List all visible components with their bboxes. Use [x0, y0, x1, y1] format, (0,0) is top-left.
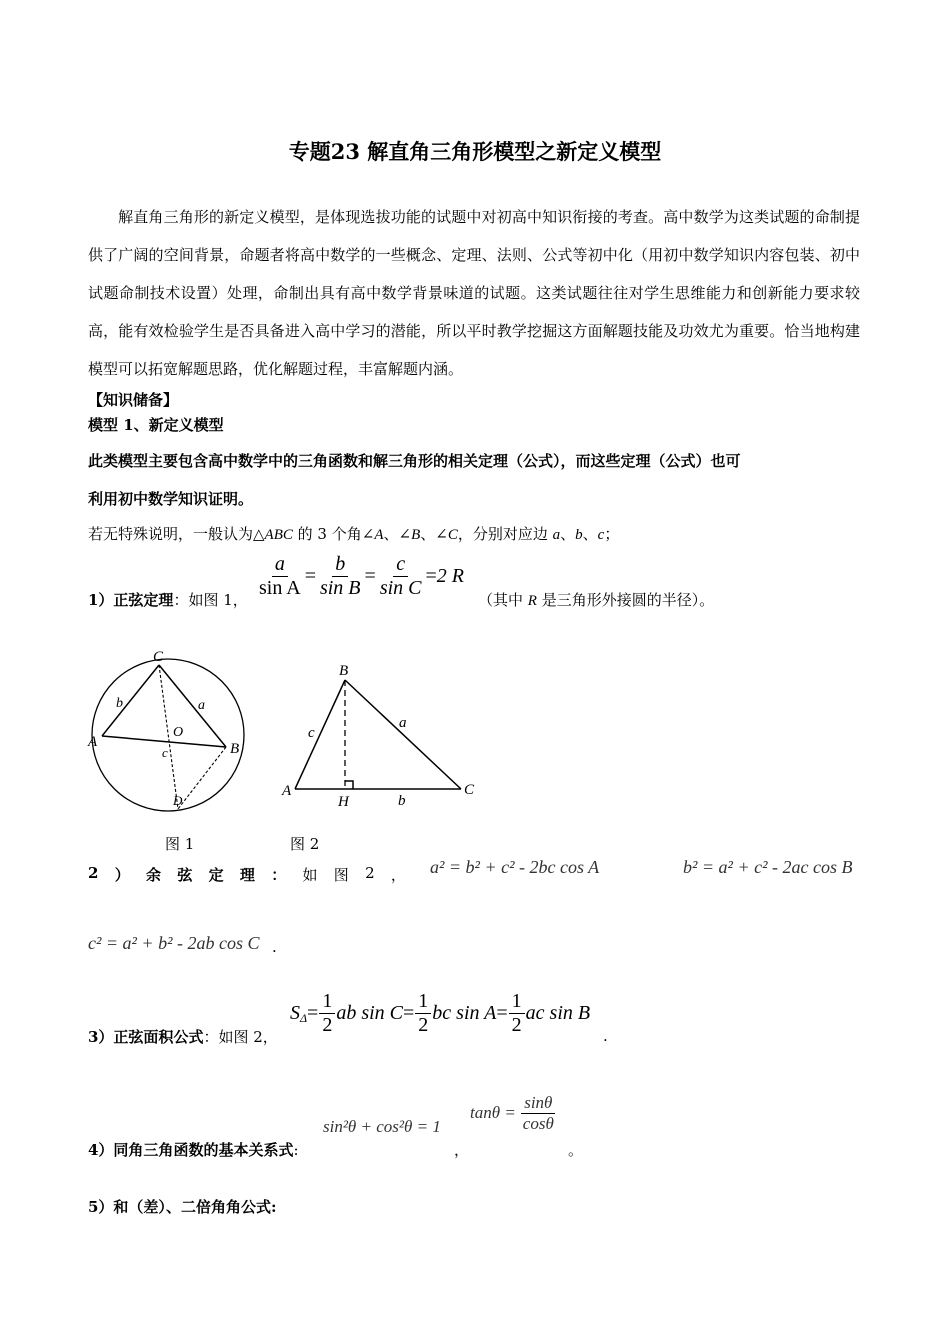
side-b: b	[575, 527, 583, 543]
assumption-line	[88, 523, 619, 544]
item3-period: .	[603, 1027, 608, 1045]
item3-label: 3）正弦面积公式	[88, 1028, 204, 1046]
label-b: B	[339, 663, 349, 679]
figure-2-caption: 图 2	[290, 835, 320, 853]
tan-theta: tanθ =	[470, 1103, 516, 1123]
num-sin: sinθ	[521, 1093, 555, 1114]
den-sinA	[256, 577, 304, 600]
label-side-c: c	[162, 745, 168, 760]
label-char: 2	[88, 864, 99, 882]
num-1: 1	[509, 990, 525, 1014]
cosine-formula-a: a² = b² + c² - 2bc cos A	[430, 857, 600, 877]
side-c: c	[597, 527, 605, 543]
intro-paragraph	[88, 198, 860, 388]
label-char: 定	[208, 866, 224, 884]
item2-label	[88, 864, 406, 885]
page-title: 专题23 解直角三角形模型之新定义模型	[288, 139, 662, 164]
label-o: O	[173, 725, 184, 740]
frac-b-sinB	[317, 553, 364, 600]
angle-c: C	[447, 527, 458, 543]
item3-text: ：如图 2，	[203, 1028, 278, 1046]
half	[319, 990, 335, 1037]
eq: =	[307, 1002, 319, 1024]
den-2: 2	[511, 1014, 522, 1036]
pythagorean-identity: sin²θ + cos²θ = 1	[323, 1117, 441, 1136]
label-char: 弦	[177, 866, 193, 884]
sep: 、	[582, 525, 598, 543]
label-char: 如	[302, 866, 318, 884]
den-2: 2	[322, 1014, 333, 1036]
label-char: 理	[239, 866, 255, 884]
item5-label-row	[88, 1196, 277, 1217]
item4-label-row	[88, 1139, 299, 1160]
eq: =	[403, 1002, 415, 1024]
eq: =	[304, 565, 316, 587]
area-s: S	[290, 1002, 300, 1024]
label-c: C	[464, 782, 475, 798]
section-heading: 【知识储备】	[88, 391, 179, 409]
side-cb	[159, 665, 226, 747]
bold-note-line-1: 此类模型主要包含高中数学中的三角函数和解三角形的相关定理（公式），而这些定理（公式）也可	[88, 452, 741, 470]
intro-text: 解直角三角形的新定义模型，是体现选拔功能的试题中对初高中知识衔接的考查。高中数学为这类试题的命制提供了广阔的空间背景，命题者将高中数学的一些概念、定理、法则、公式等初中化（用初中数学知识内容包装、初中试题命制技术设置）处理，命制出具有高中数学背景味道的试题。这类试题往往对学生思维能力和创新能力要求较高，能有效检验学生是否具备进入高中学习的潜能，所以平时教学挖掘这方面解题技能及功效尤为重要。恰当地构建模型可以拓宽解题思路，优化解题过程，丰富解题内涵。	[88, 208, 860, 378]
assumption-end: ；	[604, 525, 620, 543]
law-of-sines-formula	[255, 553, 464, 600]
den-cos: cosθ	[522, 1113, 554, 1133]
item1-label-row	[88, 589, 248, 610]
label-a: A	[88, 734, 98, 750]
assumption-mid2: ，分别对应边	[457, 525, 553, 543]
label-char: ：	[271, 866, 287, 884]
tangent-identity	[470, 1093, 558, 1133]
item1-note	[478, 589, 714, 610]
sep: 、	[560, 525, 576, 543]
num-1: 1	[319, 990, 335, 1014]
angle-b: B	[411, 527, 421, 543]
two-r: 2 R	[436, 565, 464, 587]
note-r: R	[527, 593, 537, 609]
cosine-formula-b: b² = a² + c² - 2ac cos B	[683, 857, 853, 877]
label-char: 图	[333, 866, 349, 884]
assumption-mid: 的 3 个角∠	[292, 525, 375, 543]
bold-note-line-2: 利用初中数学知识证明。	[88, 490, 254, 508]
sinA: sin A	[259, 577, 301, 599]
label-a: A	[282, 783, 292, 799]
term-ac-sinB: ac sin B	[525, 1002, 591, 1024]
half	[509, 990, 525, 1037]
cosine-formula-c: c² = a² + b² - 2ab cos C	[88, 933, 260, 953]
num-b: b	[332, 553, 348, 577]
den-2: 2	[418, 1014, 429, 1036]
figure-2-triangle	[275, 655, 490, 815]
label-char: 余	[146, 866, 162, 884]
sin-over-cos	[520, 1093, 557, 1133]
label-c: C	[153, 649, 164, 665]
item4-colon: :	[293, 1141, 299, 1159]
den-sinC: sin C	[379, 577, 422, 599]
sep: 、∠	[420, 525, 448, 543]
term-bc-sinA: bc sin A	[432, 1002, 497, 1024]
item1-text: ：如图 1，	[173, 591, 248, 609]
item2-period: .	[272, 938, 277, 956]
item4-comma: ，	[454, 1141, 470, 1159]
side-a: a	[552, 527, 561, 543]
side-bc	[345, 680, 461, 789]
frac-a-sinA	[256, 553, 304, 600]
num-1: 1	[415, 990, 431, 1014]
label-side-b: b	[116, 696, 123, 711]
side-ca	[102, 665, 159, 736]
label-h: H	[338, 794, 349, 810]
frac-c-sinC	[377, 553, 425, 600]
sep: 、∠	[383, 525, 412, 543]
den-sinB: sin B	[319, 577, 361, 599]
note-prefix: （其中	[478, 591, 528, 609]
label-b: B	[230, 741, 240, 757]
eq: =	[496, 1002, 508, 1024]
delta-subscript: Δ	[300, 1011, 308, 1025]
angle-a: A	[374, 527, 384, 543]
eq: =	[425, 565, 437, 587]
note-suffix: 是三角形外接圆的半径）。	[536, 591, 715, 609]
label-d: D	[173, 793, 183, 808]
item3-label-row	[88, 1026, 278, 1047]
figure-1-caption: 图 1	[165, 835, 195, 853]
label-char: ）	[114, 866, 130, 884]
label-side-b: b	[398, 793, 406, 809]
num-a: a	[272, 553, 288, 577]
figure-1-circle	[80, 645, 260, 815]
model-heading: 模型 1、新定义模型	[88, 416, 224, 434]
half	[415, 990, 431, 1037]
right-angle-mark	[345, 781, 353, 789]
chord-bd	[178, 747, 226, 809]
label-char: 2	[365, 864, 375, 882]
triangle-abc: ABC	[264, 527, 293, 543]
item4-label: 4）同角三角函数的基本关系式	[88, 1141, 294, 1159]
item5-colon: :	[270, 1198, 277, 1216]
label-char: ，	[390, 866, 406, 884]
side-ba	[295, 680, 345, 789]
label-side-a: a	[198, 698, 205, 713]
label-side-c: c	[308, 725, 315, 741]
num-c: c	[393, 553, 408, 577]
item1-label: 1）正弦定理	[88, 591, 174, 609]
term-ab-sinC: ab sin C	[336, 1002, 404, 1024]
item4-end: 。	[568, 1141, 584, 1159]
area-formula	[290, 990, 590, 1037]
item5-label: 5）和（差）、二倍角角公式	[88, 1198, 271, 1216]
label-side-a: a	[399, 715, 407, 731]
assumption-prefix: 若无特殊说明，一般认为△	[88, 525, 265, 543]
eq: =	[364, 565, 376, 587]
